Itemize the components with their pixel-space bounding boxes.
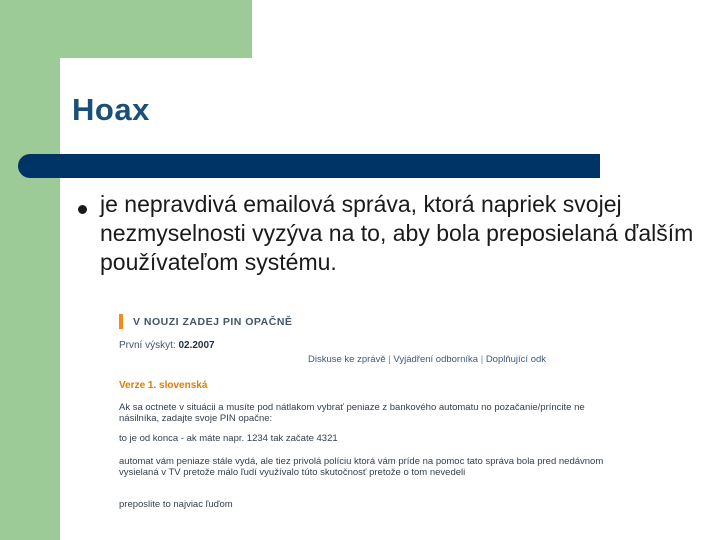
- screenshot-heading: V NOUZI ZADEJ PIN OPAČNĚ: [133, 316, 293, 328]
- slide-title: Hoax: [72, 92, 150, 127]
- first-seen-value: 02.2007: [178, 340, 215, 351]
- embedded-webpage-screenshot: [112, 306, 612, 512]
- green-background-left: [0, 0, 60, 540]
- first-seen-label: První výskyt:: [119, 340, 176, 351]
- hoax-paragraph-4: preposlite to najviac ľuďom: [119, 499, 233, 510]
- link-separator: |: [480, 354, 486, 365]
- link-separator: |: [388, 354, 394, 365]
- hoax-paragraph-1: Ak sa octnete v situácii a musíte pod nátlakom vybrať peniaze z bankového automatu no pozačanie/príncite ne násilníka, zadajte svoje PIN opačne:: [119, 402, 585, 424]
- first-seen-line: [119, 340, 215, 351]
- heading-accent-bar: [119, 314, 123, 329]
- hoax-paragraph-2: to je od konca - ak máte napr. 1234 tak začate 4321: [119, 433, 338, 444]
- version-title: Verze 1. slovenská: [119, 380, 208, 391]
- bullet-icon: [78, 205, 87, 214]
- title-underline-bar: [18, 154, 600, 178]
- hoax-paragraph-3: automat vám peniaze stále vydá, ale tiez privolá políciu ktorá vám príde na pomoc tato správa bola pred nedávnom vysielaná v TV pretože málo ľudí využívalo túto skutočnosť pretože o tom nevedeli: [119, 456, 604, 478]
- link-expert-opinion[interactable]: Vyjádření odborníka: [393, 354, 479, 365]
- bullet-text: je nepravdivá emailová správa, ktorá napriek svojej nezmyselnosti vyzýva na to, aby bola preposielaná ďalším používateľom systému.: [100, 191, 694, 275]
- screenshot-links: [308, 354, 546, 365]
- link-discussion[interactable]: Diskuse ke zprávě: [308, 354, 386, 365]
- link-additional[interactable]: Doplňující odk: [485, 354, 547, 365]
